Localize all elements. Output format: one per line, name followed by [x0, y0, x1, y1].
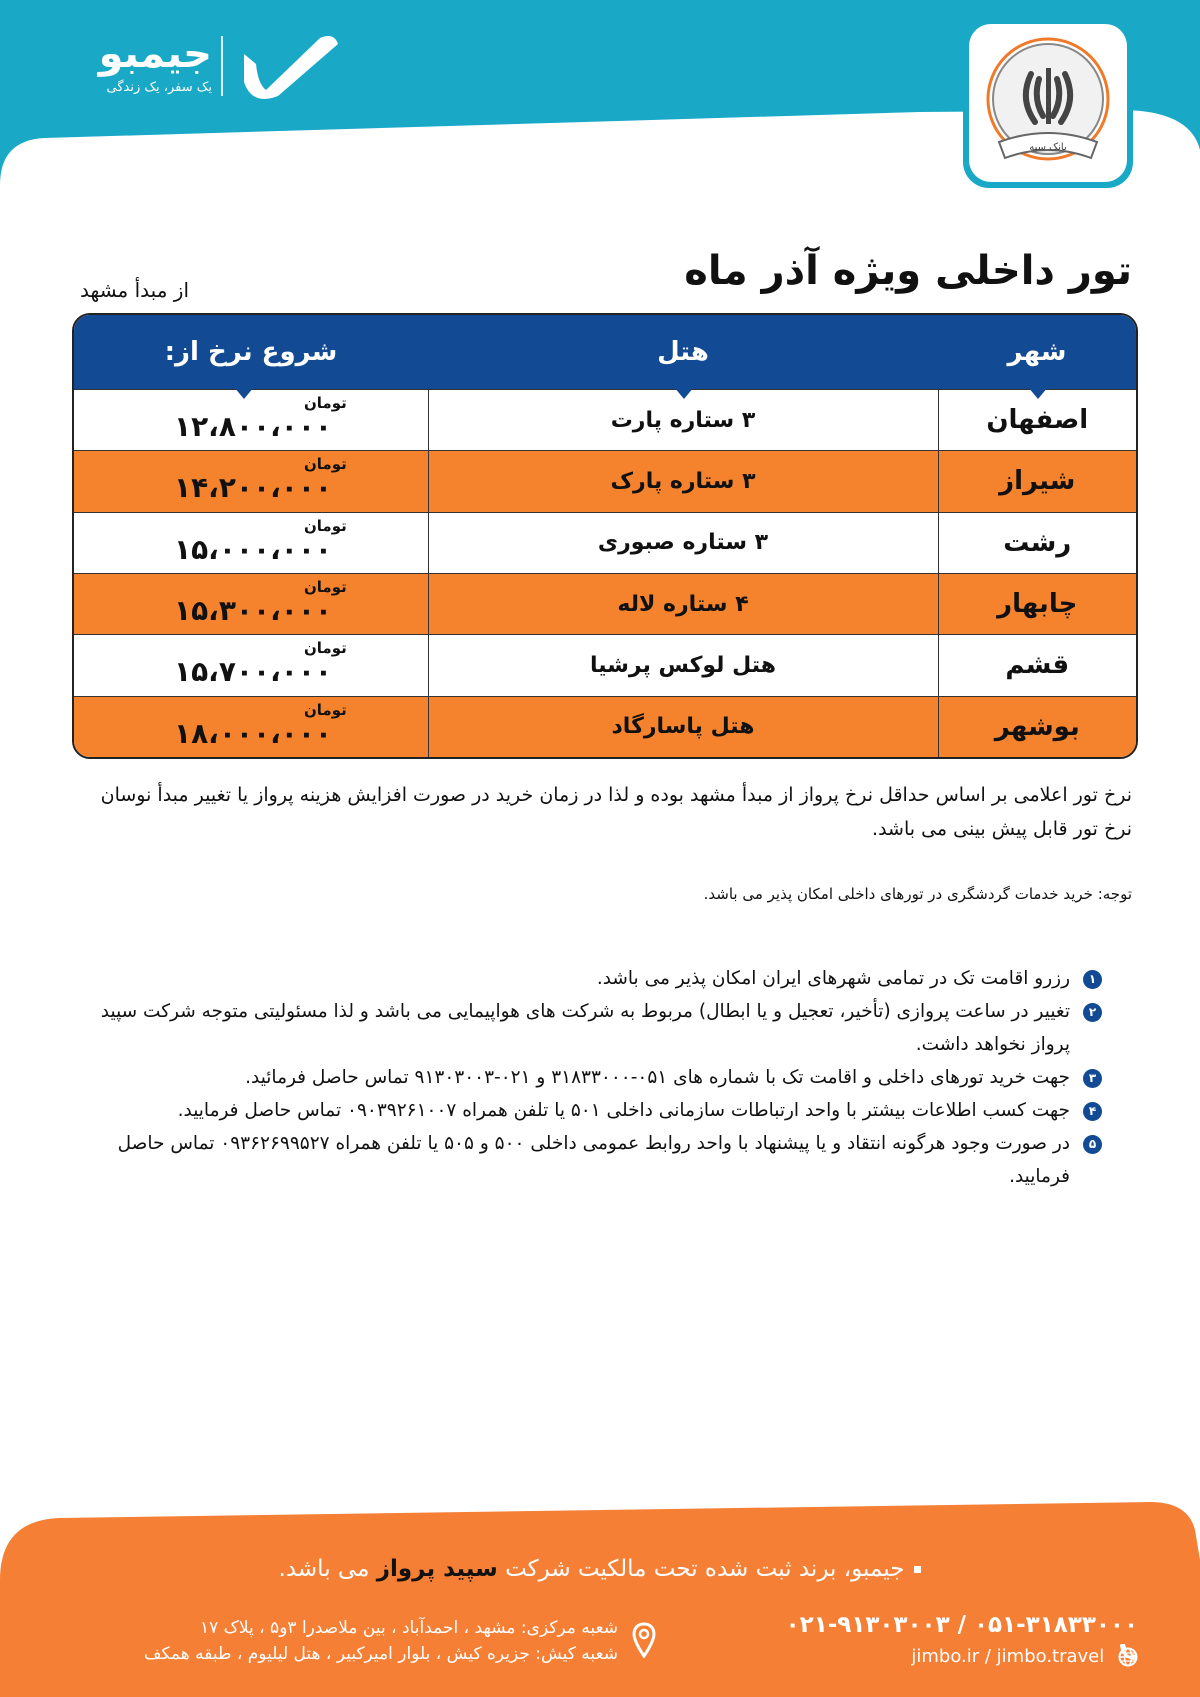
page-title: تور داخلی ویژه آذر ماه [684, 248, 1132, 294]
header-price: شروع نرخ از: [74, 315, 428, 390]
table-row [74, 512, 1136, 573]
price-amount: ۱۵،۳۰۰،۰۰۰ [174, 593, 332, 627]
city-cell: قشم [938, 635, 1136, 696]
pricing-disclaimer: نرخ تور اعلامی بر اساس حداقل نرخ پرواز از مبدأ مشهد بوده و لذا در زمان خرید در صورت افزایش هزینه پرواز یا تغییر مبدأ نوسان نرخ تور قابل پیش بینی می باشد. [100, 784, 1132, 840]
city-cell: بوشهر [938, 696, 1136, 757]
note-text: توجه: خرید خدمات گردشگری در تورهای داخلی امکان پذیر می باشد. [703, 885, 1132, 903]
globe-icon [1118, 1647, 1138, 1667]
origin-label: از مبدأ مشهد [80, 278, 190, 302]
pointer-arrow-icon [1028, 387, 1048, 399]
footer-brand-statement: جیمبو، برند ثبت شده تحت مالکیت شرکت سپید پرواز می باشد. [0, 1556, 1200, 1582]
pointer-arrow-icon [234, 387, 254, 399]
conditions-list [100, 962, 1102, 1193]
hotel-cell: ۳ ستاره پارت [428, 390, 938, 451]
table-header-row [74, 315, 1136, 390]
list-item [100, 995, 1102, 1061]
list-item-text: رزرو اقامت تک در تمامی شهرهای ایران امکان پذیر می باشد. [596, 968, 1070, 989]
list-item [100, 1061, 1102, 1094]
city-cell: شیراز [938, 451, 1136, 512]
hotel-cell: ۳ ستاره پارک [428, 451, 938, 512]
hotel-cell: هتل لوکس پرشیا [428, 635, 938, 696]
address-kish: شعبه کیش: جزیره کیش ، بلوار امیرکبیر ، هتل لیلیوم ، طبقه همکف [143, 1644, 618, 1664]
brand-name: جیمبو [98, 31, 212, 77]
price-amount: ۱۲،۸۰۰،۰۰۰ [174, 410, 332, 443]
price-cell [74, 696, 428, 757]
list-item-text: جهت کسب اطلاعات بیشتر با واحد ارتباطات سازمانی داخلی ۵۰۱ یا تلفن همراه ۰۹۰۳۹۲۶۱۰۰۷ تماس حاصل فرمایید. [177, 1100, 1070, 1121]
address-central: شعبه مرکزی: مشهد ، احمدآباد ، بین ملاصدرا ۳و۵ ، پلاک ۱۷ [199, 1618, 618, 1638]
tour-table [72, 313, 1138, 759]
number-badge-icon: ۵ [1083, 1135, 1102, 1154]
price-amount: ۱۴،۲۰۰،۰۰۰ [174, 471, 332, 505]
footer-addresses [58, 1615, 618, 1667]
footer-phones[interactable]: ۰۲۱-۹۱۳۰۳۰۰۳ / ۰۵۱-۳۱۸۳۳۰۰۰ [760, 1612, 1138, 1664]
currency-label: تومان [304, 639, 347, 658]
table-row [74, 635, 1136, 696]
list-item [100, 1094, 1102, 1127]
currency-label: تومان [304, 455, 347, 474]
number-badge-icon: ۴ [1083, 1102, 1102, 1121]
number-badge-icon: ۳ [1083, 1069, 1102, 1088]
brand-tagline: یک سفر، یک زندگی [106, 80, 212, 95]
bank-logo-badge [963, 18, 1133, 188]
hotel-cell: ۴ ستاره لاله [428, 573, 938, 634]
currency-label: تومان [304, 516, 347, 535]
city-cell: چابهار [938, 573, 1136, 634]
hotel-cell: ۳ ستاره صبوری [428, 512, 938, 573]
price-cell [74, 573, 428, 634]
check-icon [238, 34, 348, 100]
price-cell [74, 451, 428, 512]
price-amount: ۱۵،۰۰۰،۰۰۰ [174, 532, 332, 566]
number-badge-icon: ۱ [1083, 970, 1102, 989]
location-pin-icon [632, 1622, 656, 1658]
pointer-arrow-icon [674, 387, 694, 399]
table-row [74, 696, 1136, 757]
list-item [100, 962, 1102, 995]
price-cell [74, 635, 428, 696]
bullet-square-icon [914, 1566, 921, 1573]
hotel-cell: هتل پاسارگاد [428, 696, 938, 757]
currency-label: تومان [304, 577, 347, 596]
currency-label: تومان [304, 394, 347, 412]
emblem-icon [969, 24, 1127, 182]
company-name: سپید پرواز [376, 1556, 498, 1582]
currency-label: تومان [304, 700, 347, 719]
price-amount: ۱۵،۷۰۰،۰۰۰ [174, 655, 332, 689]
city-cell: اصفهان [938, 390, 1136, 451]
header-city: شهر [938, 315, 1136, 390]
brand-divider [221, 36, 223, 96]
table-row [74, 573, 1136, 634]
list-item-text: جهت خرید تورهای داخلی و اقامت تک با شماره های ۰۵۱-۳۱۸۳۳۰۰۰ و ۰۲۱-۹۱۳۰۳۰۰۳ تماس حاصل فرمائید. [245, 1067, 1070, 1088]
footer-websites[interactable]: jimbo.ir / jimbo.travel [760, 1646, 1138, 1667]
number-badge-icon: ۲ [1083, 1003, 1102, 1022]
bank-logo-text: بانک سپه [1029, 142, 1067, 153]
table-row [74, 451, 1136, 512]
list-item-text: تغییر در ساعت پروازی (تأخیر، تعجیل و یا ابطال) مربوط به شرکت های هواپیمایی می باشد و لذا مسئولیتی متوجه شرکت سپید پرواز نخواهد داشت. [100, 1001, 1070, 1055]
list-item [100, 1127, 1102, 1193]
price-cell [74, 512, 428, 573]
header-hotel: هتل [428, 315, 938, 390]
list-item-text: در صورت وجود هرگونه انتقاد و یا پیشنهاد با واحد روابط عمومی داخلی ۵۰۰ و ۵۰۵ یا تلفن همراه ۰۹۳۶۲۶۹۹۵۲۷ تماس حاصل فرمایید. [117, 1133, 1070, 1187]
brand-logo [62, 30, 332, 105]
city-cell: رشت [938, 512, 1136, 573]
price-amount: ۱۸،۰۰۰،۰۰۰ [174, 716, 332, 750]
